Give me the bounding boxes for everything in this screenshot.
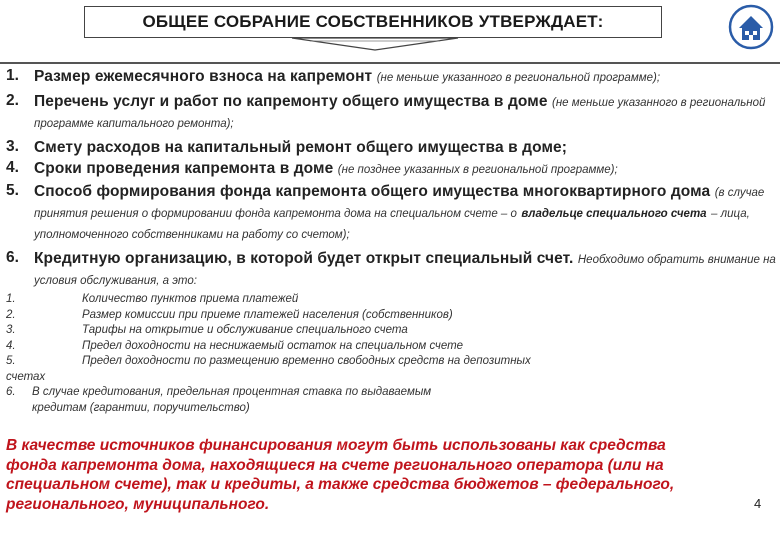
item-number: 2. <box>6 92 19 109</box>
title-arrow-decoration <box>290 37 460 51</box>
financing-sources-note: В качестве источников финансирования могут быть использованы как средства фонда капремонта дома, находящиеся на счете регионального оператора (или на специальном счете), так и кредиты, а также средства бюджетов – федерального, регионального, муниципального. <box>6 437 675 513</box>
sublist-text: В случае кредитования, предельная процентная ставка по выдаваемым кредитам (гарантии, поручительство) <box>32 386 432 414</box>
item-number: 6. <box>6 249 19 266</box>
sublist-item <box>6 385 776 416</box>
item-main-text: Смету расходов на капитальный ремонт общего имущества в доме; <box>34 139 567 156</box>
item-main-text: Кредитную организацию, в которой будет открыт специальный счет. <box>34 250 574 267</box>
sublist-item <box>6 339 776 355</box>
item-number: 3. <box>6 138 19 155</box>
page-title: ОБЩЕЕ СОБРАНИЕ СОБСТВЕННИКОВ УТВЕРЖДАЕТ: <box>84 6 662 38</box>
sublist-item <box>6 292 776 308</box>
page-number: 4 <box>754 496 762 511</box>
item-note: (не меньше указанного в региональной программе); <box>376 72 661 84</box>
sublist-number: 5. <box>6 355 16 367</box>
item-note: (в случае принятия решения о формировании фонда капремонта дома на специальном счете – о <box>34 187 765 220</box>
item-note-tail: – лица, уполномоченного собственниками на работу со счетом); <box>34 208 750 241</box>
sublist-text: Размер комиссии при приеме платежей населения (собственников) <box>82 308 453 321</box>
sublist-item <box>6 323 776 339</box>
list-item <box>6 159 776 180</box>
item-number: 4. <box>6 159 19 176</box>
item-main-text: Сроки проведения капремонта в доме <box>34 160 334 177</box>
list-item <box>6 67 776 88</box>
item-note: Необходимо обратить внимание на условия обслуживания, а это: <box>34 254 776 287</box>
item-main-text: Способ формирования фонда капремонта общего имущества многоквартирного дома <box>34 183 711 200</box>
sublist-text: Количество пунктов приема платежей <box>82 293 299 305</box>
sublist-text-continuation: счетах <box>6 370 46 383</box>
list-item <box>6 92 776 134</box>
sublist-number: 2. <box>6 308 16 321</box>
item-note: (не меньше указанного в региональной программе капитального ремонта); <box>34 97 766 130</box>
sublist-number: 6. <box>6 386 16 398</box>
sublist-number: 4. <box>6 339 16 352</box>
item-note: (не позднее указанных в региональной программе); <box>337 164 618 176</box>
item-main-text: Размер ежемесячного взноса на капремонт <box>34 68 373 85</box>
items-list <box>6 64 776 416</box>
sublist-number: 1. <box>6 293 16 305</box>
sublist-item <box>6 354 776 370</box>
item-main-text: Перечень услуг и работ по капремонту общего имущества в доме <box>34 93 548 110</box>
sublist-number: 3. <box>6 324 16 336</box>
list-item <box>6 182 776 245</box>
sublist-item-continuation <box>6 370 776 386</box>
sublist-text: Предел доходности на неснижаемый остаток на специальном счете <box>82 339 464 352</box>
list-item <box>6 249 776 291</box>
house-logo-icon <box>728 4 774 50</box>
list-item <box>6 138 776 157</box>
sublist-text: Предел доходности по размещению временно свободных средств на депозитных <box>82 355 531 367</box>
conditions-sublist <box>6 292 776 416</box>
sublist-text: Тарифы на открытие и обслуживание специального счета <box>82 324 408 336</box>
item-number: 1. <box>6 67 19 84</box>
sublist-item <box>6 308 776 324</box>
item-note-emphasis: владельце специального счета <box>521 208 707 220</box>
item-number: 5. <box>6 182 19 199</box>
